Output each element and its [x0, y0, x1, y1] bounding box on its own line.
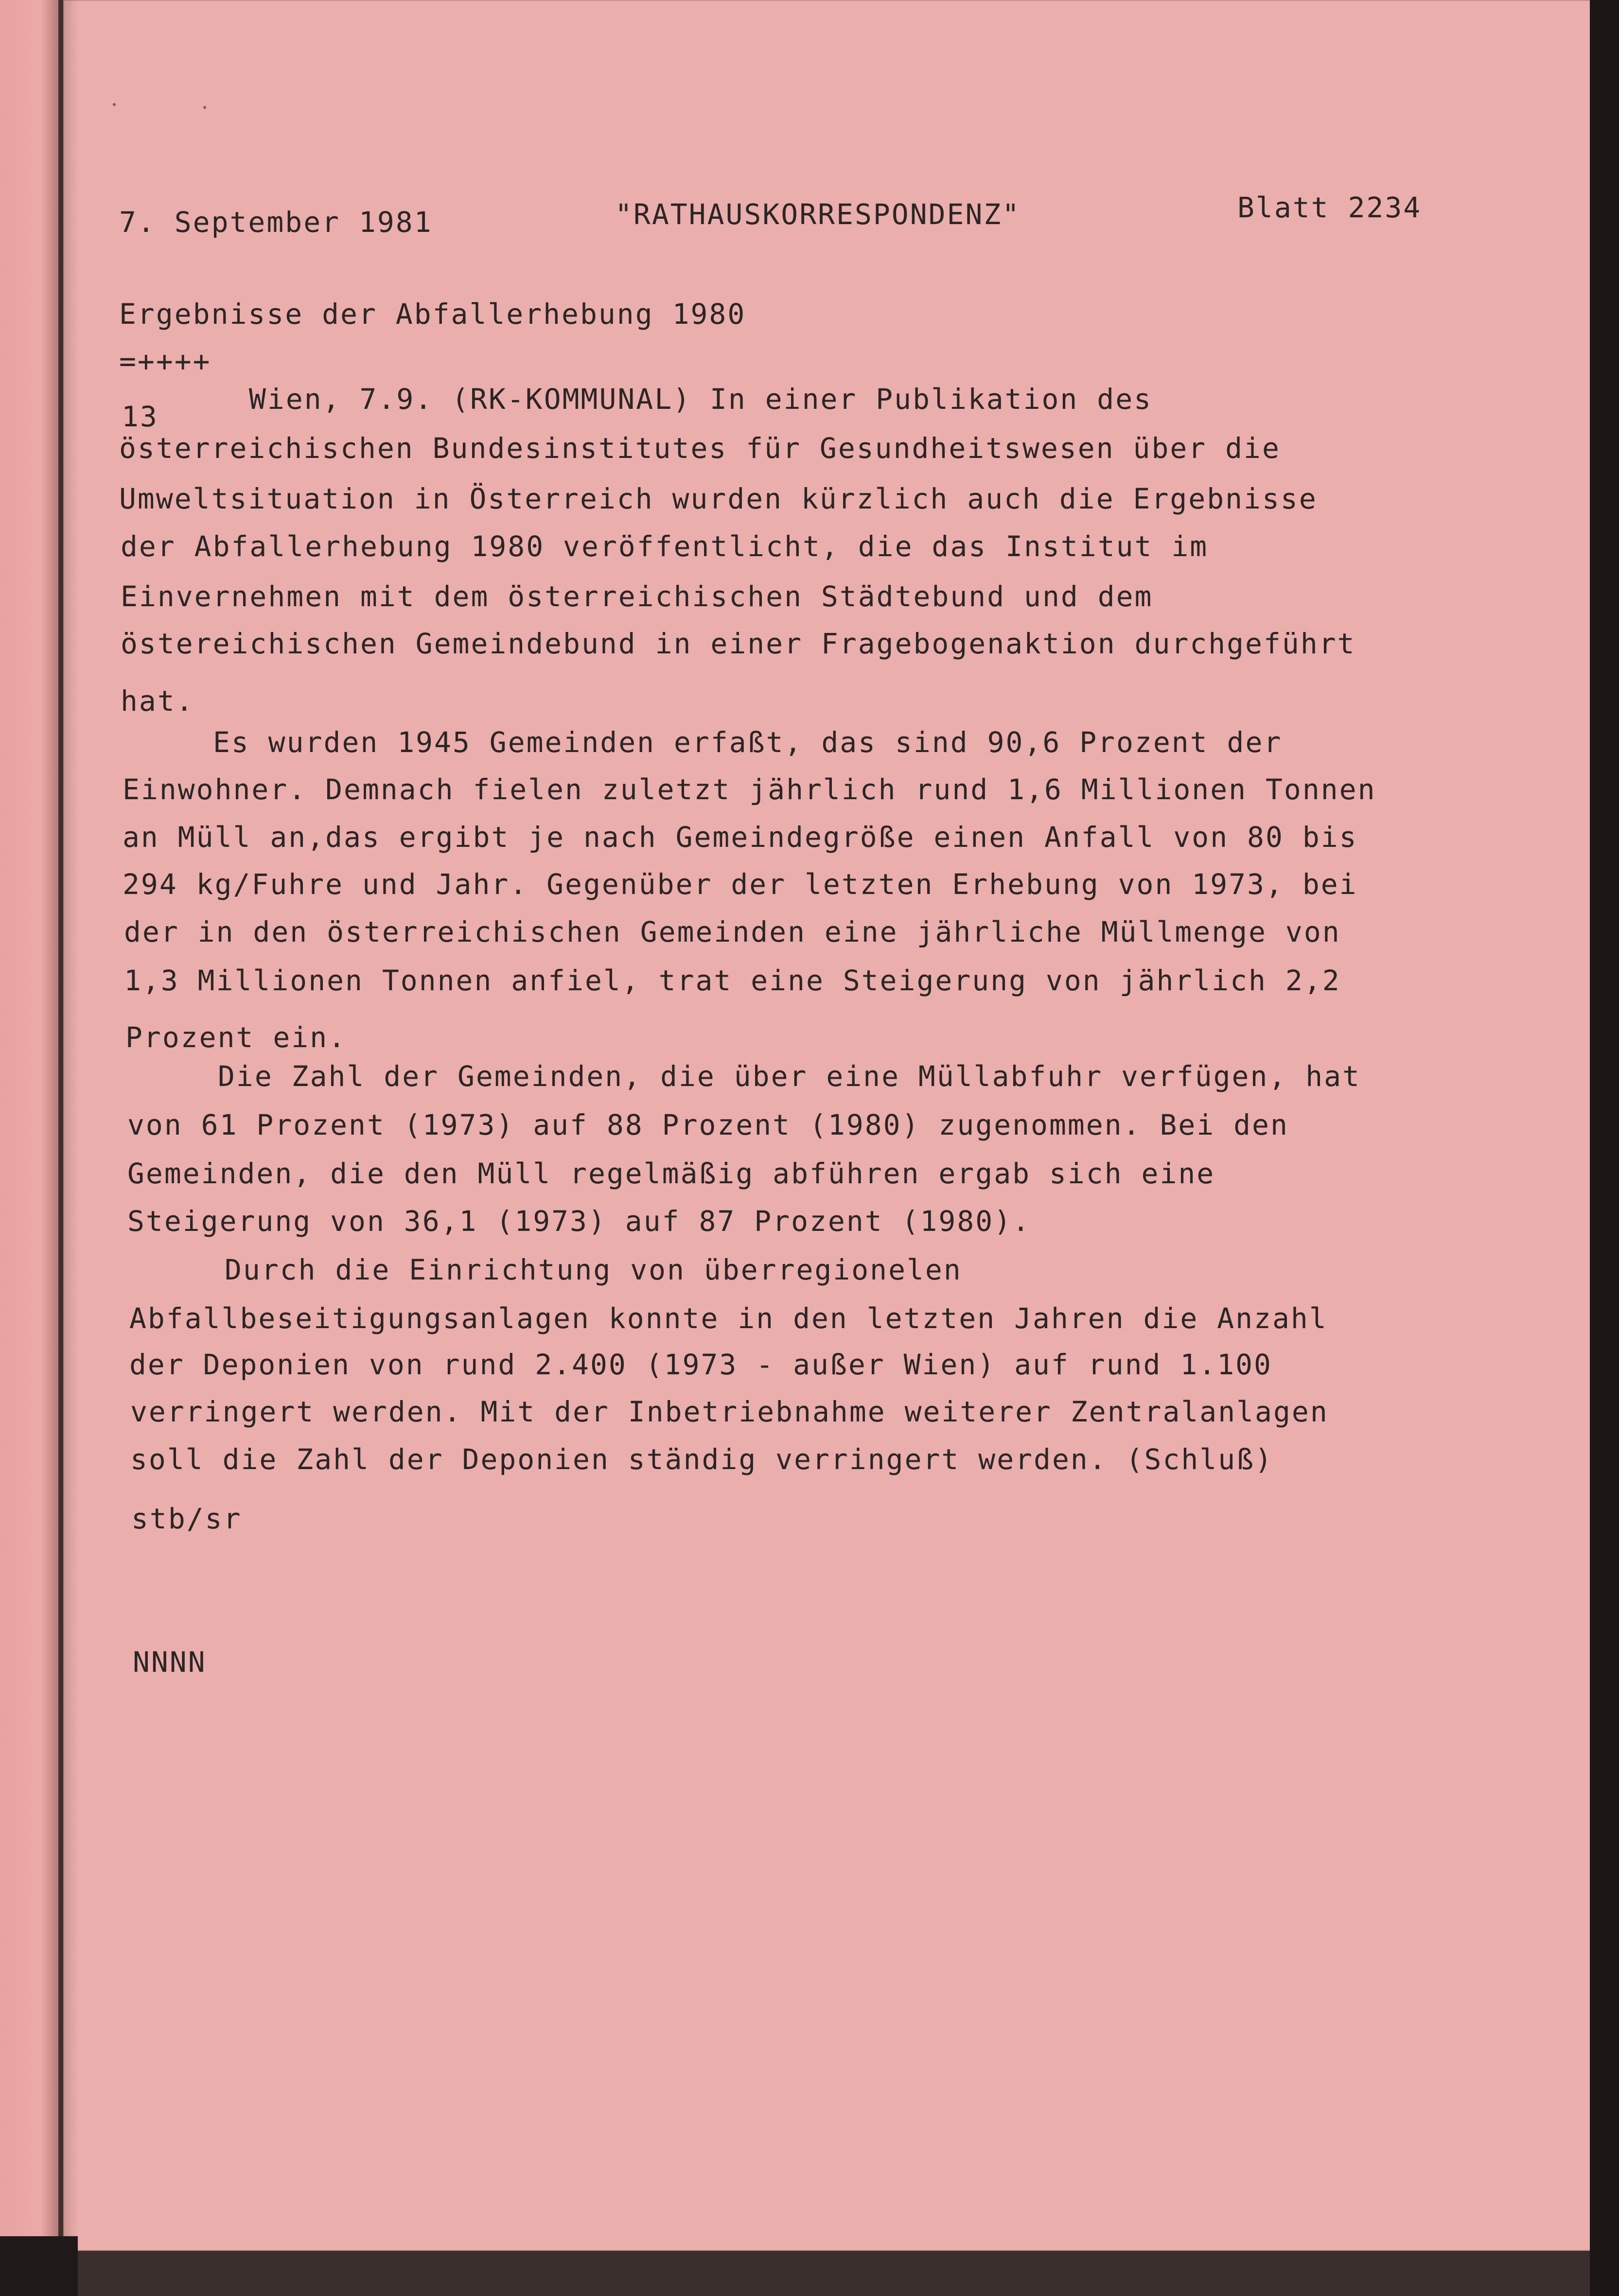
body-line: Abfallbeseitigungsanlagen konnte in den letzten Jahren die Anzahl: [129, 1302, 1328, 1335]
scan-border-right: [1590, 0, 1619, 2296]
body-line: Die Zahl der Gemeinden, die über eine Müllabfuhr verfügen, hat: [218, 1060, 1361, 1093]
article-number: 13: [122, 400, 158, 433]
body-line: verringert werden. Mit der Inbetriebnahme weiterer Zentralanlagen: [130, 1395, 1329, 1428]
body-line: Es wurden 1945 Gemeinden erfaßt, das sind 90,6 Prozent der: [213, 726, 1283, 759]
body-line: Gemeinden, die den Müll regelmäßig abführen ergab sich eine: [127, 1157, 1215, 1190]
end-mark: NNNN: [133, 1646, 207, 1679]
body-line: Durch die Einrichtung von überregionelen: [225, 1253, 962, 1286]
body-line: 294 kg/Fuhre und Jahr. Gegenüber der letzten Erhebung von 1973, bei: [123, 868, 1358, 901]
header-publication: "RATHAUSKORRESPONDENZ": [615, 198, 1021, 231]
binding-edge: [0, 0, 58, 2296]
signature: stb/sr: [131, 1502, 242, 1535]
body-line: der Deponien von rund 2.400 (1973 - außer Wien) auf rund 1.100: [129, 1348, 1272, 1381]
page-shadow: [58, 0, 78, 2251]
body-line: Wien, 7.9. (RK-KOMMUNAL) In einer Publikation des: [249, 383, 1153, 416]
paper-speck: [113, 103, 116, 106]
article-title: Ergebnisse der Abfallerhebung 1980: [119, 298, 746, 331]
body-line: der in den österreichischen Gemeinden eine jährliche Müllmenge von: [124, 915, 1341, 948]
paper-speck: [203, 106, 206, 109]
header-sheet-number: Blatt 2234: [1237, 191, 1422, 224]
body-line: Prozent ein.: [125, 1021, 347, 1054]
scan-border-bottom: [78, 2251, 1590, 2296]
body-line: an Müll an,das ergibt je nach Gemeindegröße einen Anfall von 80 bis: [123, 821, 1358, 854]
body-line: Steigerung von 36,1 (1973) auf 87 Prozent (1980).: [127, 1205, 1031, 1238]
scan-border-corner: [0, 2236, 78, 2296]
article-marker: =++++: [119, 345, 211, 378]
body-line: der Abfallerhebung 1980 veröffentlicht, die das Institut im: [121, 530, 1209, 563]
body-line: östereichischen Gemeindebund in einer Fragebogenaktion durchgeführt: [121, 627, 1356, 660]
body-line: österreichischen Bundesinstitutes für Gesundheitswesen über die: [119, 432, 1281, 465]
body-line: 1,3 Millionen Tonnen anfiel, trat eine Steigerung von jährlich 2,2: [124, 964, 1341, 997]
body-line: Umweltsituation in Österreich wurden kürzlich auch die Ergebnisse: [119, 482, 1318, 515]
header-date: 7. September 1981: [119, 206, 433, 239]
body-line: soll die Zahl der Deponien ständig verringert werden. (Schluß): [130, 1443, 1273, 1476]
body-line: hat.: [121, 684, 194, 718]
body-line: Einwohner. Demnach fielen zuletzt jährlich rund 1,6 Millionen Tonnen: [123, 773, 1376, 806]
body-line: von 61 Prozent (1973) auf 88 Prozent (1980) zugenommen. Bei den: [127, 1108, 1289, 1141]
body-line: Einvernehmen mit dem österreichischen Städtebund und dem: [121, 580, 1153, 613]
